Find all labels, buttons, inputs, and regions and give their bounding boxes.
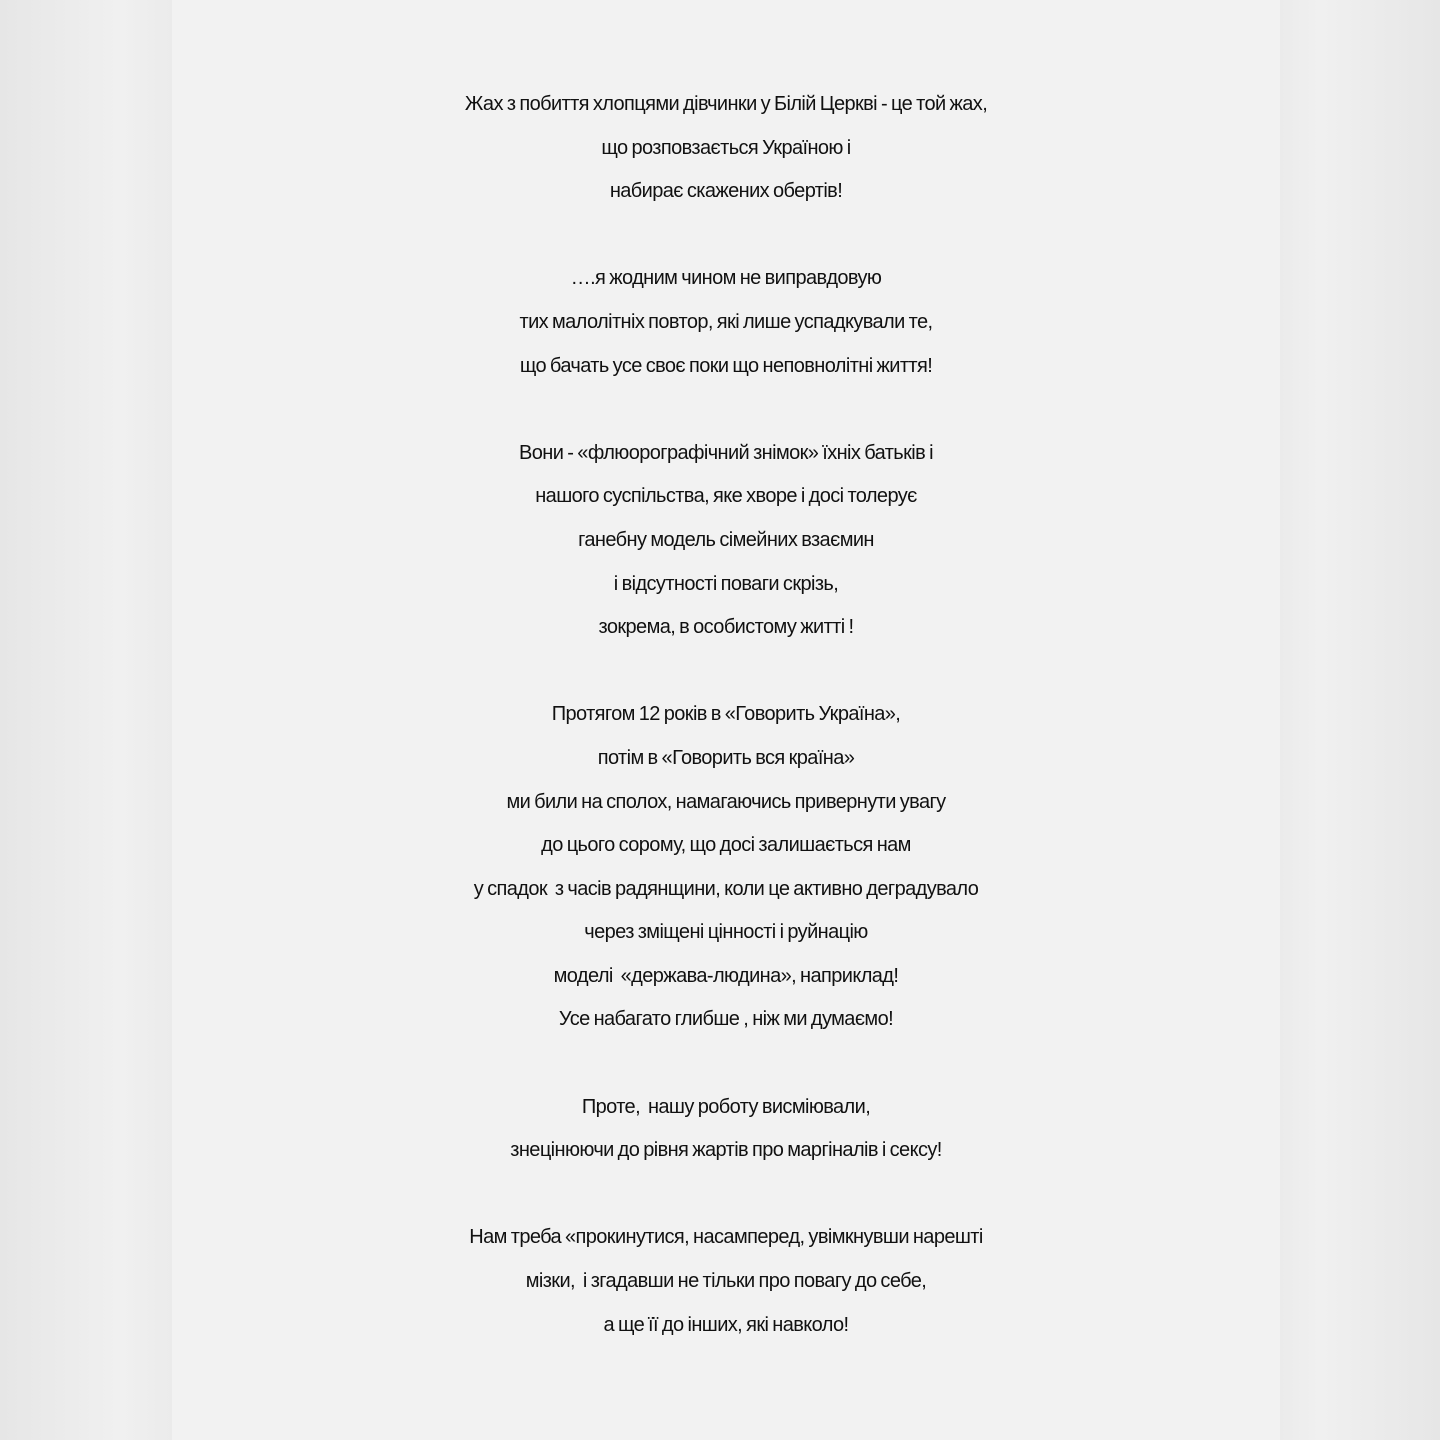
text-line: ….я жодним чином не виправдовую — [570, 267, 882, 290]
text-line: через зміщені цінності і руйнацію — [584, 921, 868, 944]
text-card — [172, 0, 1280, 1440]
paragraph-gap — [172, 388, 1280, 432]
text-line: Протягом 12 років в «Говорить Україна», — [551, 703, 901, 726]
paragraph-gap — [172, 1173, 1280, 1217]
text-line: Нам треба «прокинутися, насамперед, увімкнувши нарешті — [469, 1226, 983, 1249]
paragraph-gap — [172, 1042, 1280, 1086]
text-line: зокрема, в особистому житті ! — [598, 616, 854, 639]
text-line: моделі «держава-людина», наприклад! — [553, 964, 899, 987]
paragraph-gap — [172, 214, 1280, 258]
text-line: Усе набагато глибше , ніж ми думаємо! — [558, 1008, 894, 1031]
text-line: Вони - «флюорографічний знімок» їхніх батьків і — [519, 441, 933, 464]
text-line: до цього сорому, що досі залишається нам — [541, 834, 911, 857]
text-line: Жах з побиття хлопцями дівчинки у Білій Церкві - це той жах, — [464, 93, 988, 115]
text-line: і відсутності поваги скрізь, — [613, 572, 839, 595]
text-line: а ще її до інших, які навколо! — [603, 1313, 849, 1336]
text-line: нашого суспільства, яке хворе і досі толерує — [535, 485, 917, 508]
post-text — [172, 83, 1280, 1347]
text-line: потім в «Говорить вся країна» — [597, 746, 855, 769]
text-line: знецінюючи до рівня жартів про маргіналів і сексу! — [510, 1139, 942, 1162]
text-line: мізки, і згадавши не тільки про повагу до себе, — [525, 1270, 927, 1293]
paragraph-gap — [172, 650, 1280, 694]
text-line: що розповзається Україною і — [601, 136, 851, 159]
text-line: тих малолітніх повтор, які лише успадкували те, — [519, 310, 933, 333]
text-line: Проте, нашу роботу висміювали, — [581, 1095, 871, 1118]
text-line: у спадок з часів радянщини, коли це активно деградувало — [473, 877, 979, 900]
text-line: ми били на сполох, намагаючись привернути увагу — [506, 790, 946, 813]
text-line: що бачать усе своє поки що неповнолітні життя! — [519, 354, 933, 377]
text-line: ганебну модель сімейних взаємин — [578, 528, 874, 551]
text-line: набирає скажених обертів! — [609, 180, 843, 203]
